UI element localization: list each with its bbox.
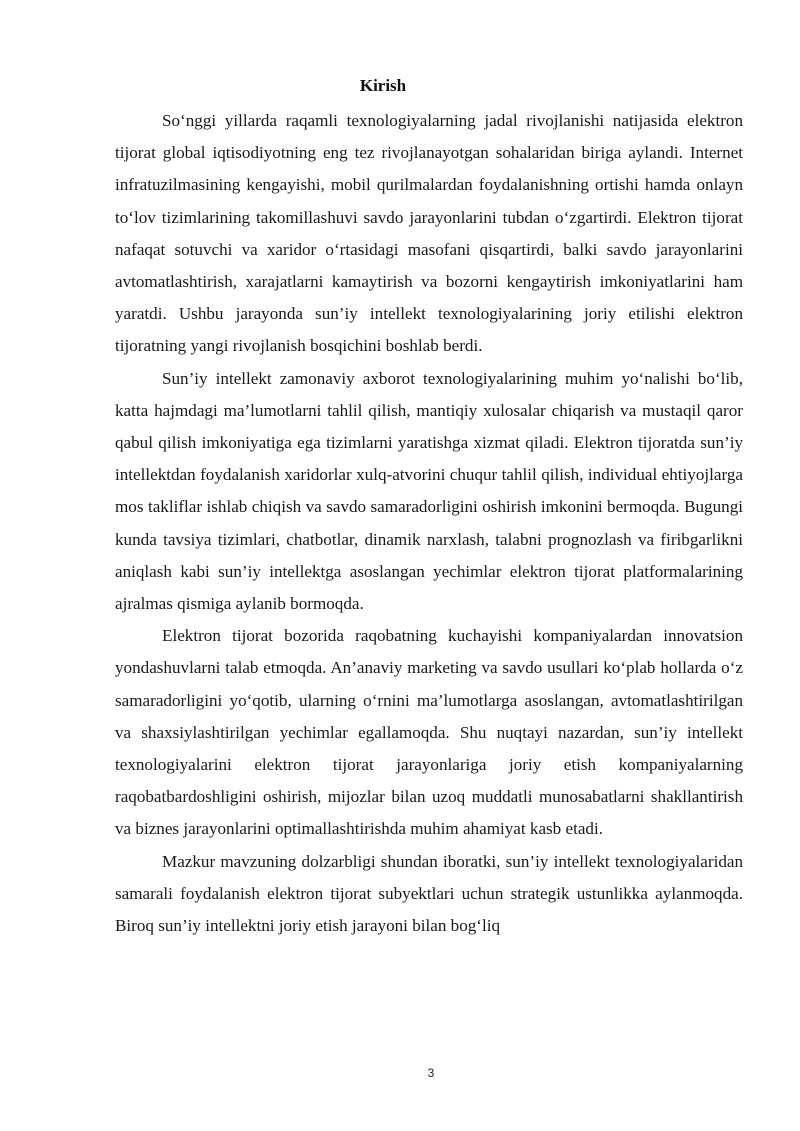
paragraph-2: Sun’iy intellekt zamonaviy axborot texnologiyalarining muhim yo‘nalishi bo‘lib, katta hajmdagi ma’lumotlarni tahlil qilish, mantiqiy xulosalar chiqarish va mustaqil qaror qabul qilish imkoniyatiga ega tizimlarni yaratishga xizmat qiladi. Elektron tijoratda sun’iy intellektdan foydalanish xaridorlar xulq-atvorini chuqur tahlil qilish, individual ehtiyojlarga mos takliflar ishlab chiqish va savdo samaradorligini oshirish imkonini bermoqda. Bugungi kunda tavsiya tizimlari, chatbotlar, dinamik narxlash, talabni prognozlash va firibgarlikni aniqlash kabi sun’iy intellektga asoslangan yechimlar elektron tijorat platformalarining ajralmas qismiga aylanib bormoqda.	[115, 368, 743, 614]
section-heading: Kirish	[359, 76, 407, 95]
page-number: 3	[427, 1066, 435, 1080]
paragraph-1: So‘nggi yillarda raqamli texnologiyalarning jadal rivojlanishi natijasida elektron tijorat global iqtisodiyotning eng tez rivojlanayotgan sohalaridan biriga aylandi. Internet infratuzilmasining kengayishi, mobil qurilmalardan foydalanishning ortishi hamda onlayn to‘lov tizimlarining takomillashuvi savdo jarayonlarini tubdan o‘zgartirdi. Elektron tijorat nafaqat sotuvchi va xaridor o‘rtasidagi masofani qisqartirdi, balki savdo jarayonlarini avtomatlashtirish, xarajatlarni kamaytirish va bozorni kengaytirish imkoniyatlarini ham yaratdi. Ushbu jarayonda sun’iy intellekt texnologiyalarining joriy etilishi elektron tijoratning yangi rivojlanish bosqichini boshlab berdi.	[115, 111, 743, 356]
paragraph-3: Elektron tijorat bozorida raqobatning kuchayishi kompaniyalardan innovatsion yondashuvlarni talab etmoqda. An’anaviy marketing va savdo usullari ko‘plab hollarda o‘z samaradorligini yo‘qotib, ularning o‘rnini ma’lumotlarga asoslangan, avtomatlashtirilgan va shaxsiylashtirilgan yechimlar egallamoqda. Shu nuqtayi nazardan, sun’iy intellekt texnologiyalarini elektron tijorat jarayonlariga joriy etish kompaniyalarning raqobatbardoshligini oshirish, mijozlar bilan uzoq muddatli munosabatlarni shakllantirish va biznes jarayonlarini optimallashtirishda muhim ahamiyat kasb etadi.	[115, 626, 743, 839]
paragraph-4: Mazkur mavzuning dolzarbligi shundan iboratki, sun’iy intellekt texnologiyalaridan samarali foydalanish elektron tijorat subyektlari uchun strategik ustunlikka aylanmoqda. Biroq sun’iy intellektni joriy etish jarayoni bilan bog‘liq	[115, 851, 743, 936]
body-text	[115, 105, 743, 942]
